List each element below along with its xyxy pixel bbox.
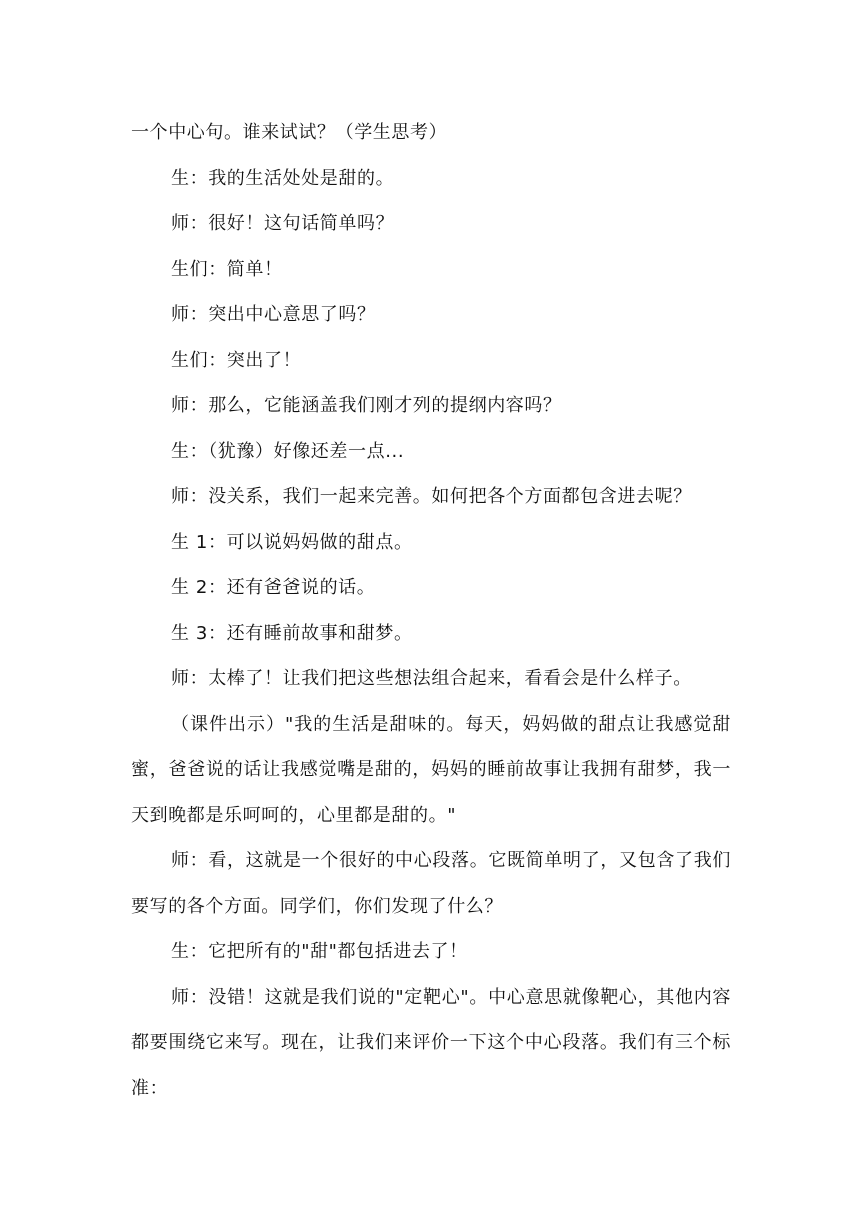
paragraph-student-answer: 生：它把所有的"甜"都包括进去了！ — [171, 941, 468, 962]
paragraph-teacher-question: 师：那么，它能涵盖我们刚才列的提纲内容吗？ — [171, 395, 562, 416]
paragraph-student-answer: 生：（犹豫）好像还差一点... — [171, 440, 405, 462]
paragraph-courseware-display: （课件出示）"我的生活是甜味的。每天，妈妈做的甜点让我感觉甜蜜，爸爸说的话让我感觉嘴是甜的，妈妈的睡前故事让我拥有甜梦，我一天到晚都是乐呵呵的，心里都是甜的。" — [131, 713, 731, 826]
paragraph-continuation: 一个中心句。谁来试试？（学生思考） — [131, 122, 448, 143]
paragraph-student-3: 生 3：还有睡前故事和甜梦。 — [171, 622, 413, 644]
paragraph-students-reply: 生们：突出了！ — [171, 349, 302, 371]
paragraph-teacher-conclusion: 师：没错！这就是我们说的"定靶心"。中心意思就像靶心，其他内容都要围绕它来写。现在，让我们来评价一下这个中心段落。我们有三个标准： — [131, 986, 731, 1099]
paragraph-teacher-explanation: 师：看，这就是一个很好的中心段落。它既简单明了，又包含了我们要写的各个方面。同学们，你们发现了什么？ — [131, 850, 731, 917]
paragraph-teacher-question: 师：很好！这句话简单吗？ — [171, 213, 395, 234]
paragraph-student-2: 生 2：还有爸爸说的话。 — [171, 577, 376, 598]
paragraph-teacher-praise: 师：太棒了！让我们把这些想法组合起来，看看会是什么样子。 — [171, 668, 692, 689]
paragraph-teacher-question: 师：突出中心意思了吗？ — [171, 304, 376, 325]
paragraph-student-answer: 生：我的生活处处是甜的。 — [171, 167, 395, 189]
paragraph-student-1: 生 1：可以说妈妈做的甜点。 — [171, 531, 413, 553]
paragraph-students-reply: 生们：简单！ — [171, 258, 283, 280]
paragraph-teacher-prompt: 师：没关系，我们一起来完善。如何把各个方面都包含进去呢？ — [171, 486, 692, 507]
document-body — [131, 110, 731, 1111]
